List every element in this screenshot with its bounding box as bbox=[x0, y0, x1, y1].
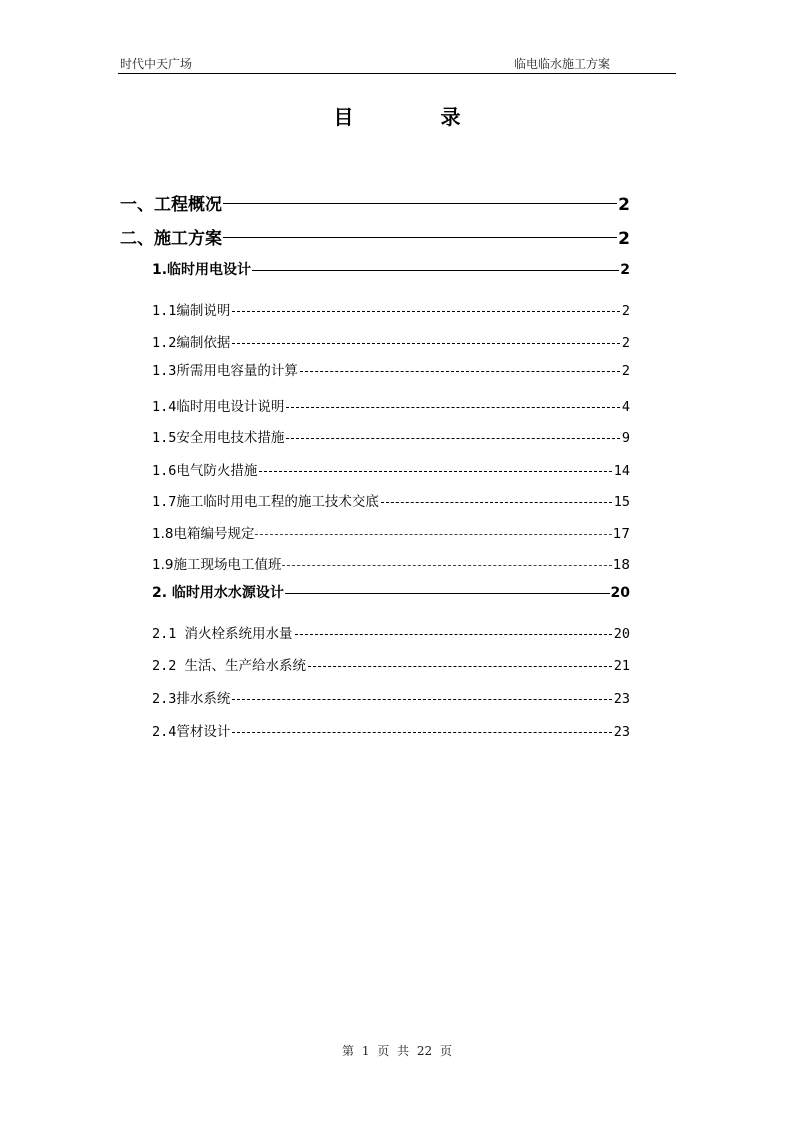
toc-entry[interactable] bbox=[152, 299, 630, 319]
header-rule bbox=[118, 73, 676, 74]
toc-leader bbox=[232, 311, 619, 312]
toc-leader bbox=[255, 534, 611, 535]
toc-label: 1.8电箱编号规定 bbox=[152, 526, 255, 542]
toc-leader bbox=[232, 732, 611, 733]
toc-entry[interactable] bbox=[120, 190, 630, 215]
toc-entry[interactable] bbox=[152, 582, 630, 602]
page-header-right: 临电临水施工方案 bbox=[514, 57, 611, 71]
toc-label: 2.1 消火栓系统用水量 bbox=[152, 626, 293, 642]
toc-page-number: 9 bbox=[621, 430, 630, 446]
toc-page-number: 4 bbox=[621, 399, 630, 415]
toc-entry[interactable] bbox=[152, 359, 630, 379]
toc-leader bbox=[232, 699, 611, 700]
toc-label: 2.2 生活、生产给水系统 bbox=[152, 658, 307, 674]
toc-entry[interactable] bbox=[152, 331, 630, 351]
toc-page-number: 2 bbox=[621, 335, 630, 351]
toc-entry[interactable] bbox=[152, 490, 630, 510]
toc-label: 1.1编制说明 bbox=[152, 303, 231, 319]
toc-leader bbox=[252, 270, 619, 272]
toc-label: 1.2编制依据 bbox=[152, 335, 231, 351]
toc-label: 2.3排水系统 bbox=[152, 691, 231, 707]
page-footer: 第 1 页 共 22 页 bbox=[342, 1044, 452, 1058]
toc-entry[interactable] bbox=[152, 622, 630, 642]
toc-leader bbox=[223, 203, 617, 205]
toc-page-number: 2 bbox=[618, 229, 630, 249]
toc-entry[interactable] bbox=[120, 224, 630, 249]
toc-label: 1.3所需用电容量的计算 bbox=[152, 363, 298, 379]
toc-label: 1.6电气防火措施 bbox=[152, 463, 258, 479]
toc-entry[interactable] bbox=[152, 654, 630, 674]
toc-entry[interactable] bbox=[152, 395, 630, 415]
toc-entry[interactable] bbox=[152, 553, 630, 573]
toc-leader bbox=[308, 666, 612, 667]
toc-page-number: 20 bbox=[613, 626, 630, 642]
toc-page-number: 14 bbox=[613, 463, 630, 479]
toc-label: 1.5安全用电技术措施 bbox=[152, 430, 285, 446]
toc-label: 2. 临时用水水源设计 bbox=[152, 585, 284, 601]
toc-leader bbox=[282, 565, 611, 566]
toc-entry[interactable] bbox=[152, 426, 630, 446]
page-header-left: 时代中天广场 bbox=[120, 57, 193, 71]
toc-entry[interactable] bbox=[152, 687, 630, 707]
toc-label: 1.4临时用电设计说明 bbox=[152, 399, 285, 415]
toc-leader bbox=[286, 438, 619, 439]
toc-entry[interactable] bbox=[152, 720, 630, 740]
toc-label: 2.4管材设计 bbox=[152, 724, 231, 740]
toc-leader bbox=[381, 502, 612, 503]
toc-page-number: 23 bbox=[613, 691, 630, 707]
toc-label: 二、施工方案 bbox=[120, 229, 222, 249]
toc-page-number: 2 bbox=[618, 195, 630, 215]
toc-entry[interactable] bbox=[152, 459, 630, 479]
toc-leader bbox=[295, 634, 612, 635]
toc-page-number: 17 bbox=[612, 526, 630, 542]
toc-page-number: 23 bbox=[613, 724, 630, 740]
toc-page-number: 2 bbox=[621, 363, 630, 379]
toc-label: 1.9施工现场电工值班 bbox=[152, 557, 282, 573]
toc-page-number: 21 bbox=[613, 658, 630, 674]
toc-leader bbox=[300, 371, 620, 372]
toc-leader bbox=[223, 237, 617, 239]
toc-entry[interactable] bbox=[152, 522, 630, 542]
toc-leader bbox=[259, 471, 611, 472]
toc-page-number: 2 bbox=[620, 262, 630, 278]
document-title: 目 录 bbox=[333, 105, 501, 129]
toc-leader bbox=[286, 407, 619, 408]
toc-label: 1.临时用电设计 bbox=[152, 262, 252, 278]
toc-page-number: 15 bbox=[613, 494, 630, 510]
toc-label: 一、工程概况 bbox=[120, 195, 222, 215]
toc-entry[interactable] bbox=[152, 259, 630, 279]
toc-page-number: 18 bbox=[612, 557, 630, 573]
toc-label: 1.7施工临时用电工程的施工技术交底 bbox=[152, 494, 379, 510]
toc-leader bbox=[285, 593, 610, 595]
toc-page-number: 20 bbox=[610, 585, 630, 601]
toc-page-number: 2 bbox=[621, 303, 630, 319]
toc-leader bbox=[232, 343, 619, 344]
